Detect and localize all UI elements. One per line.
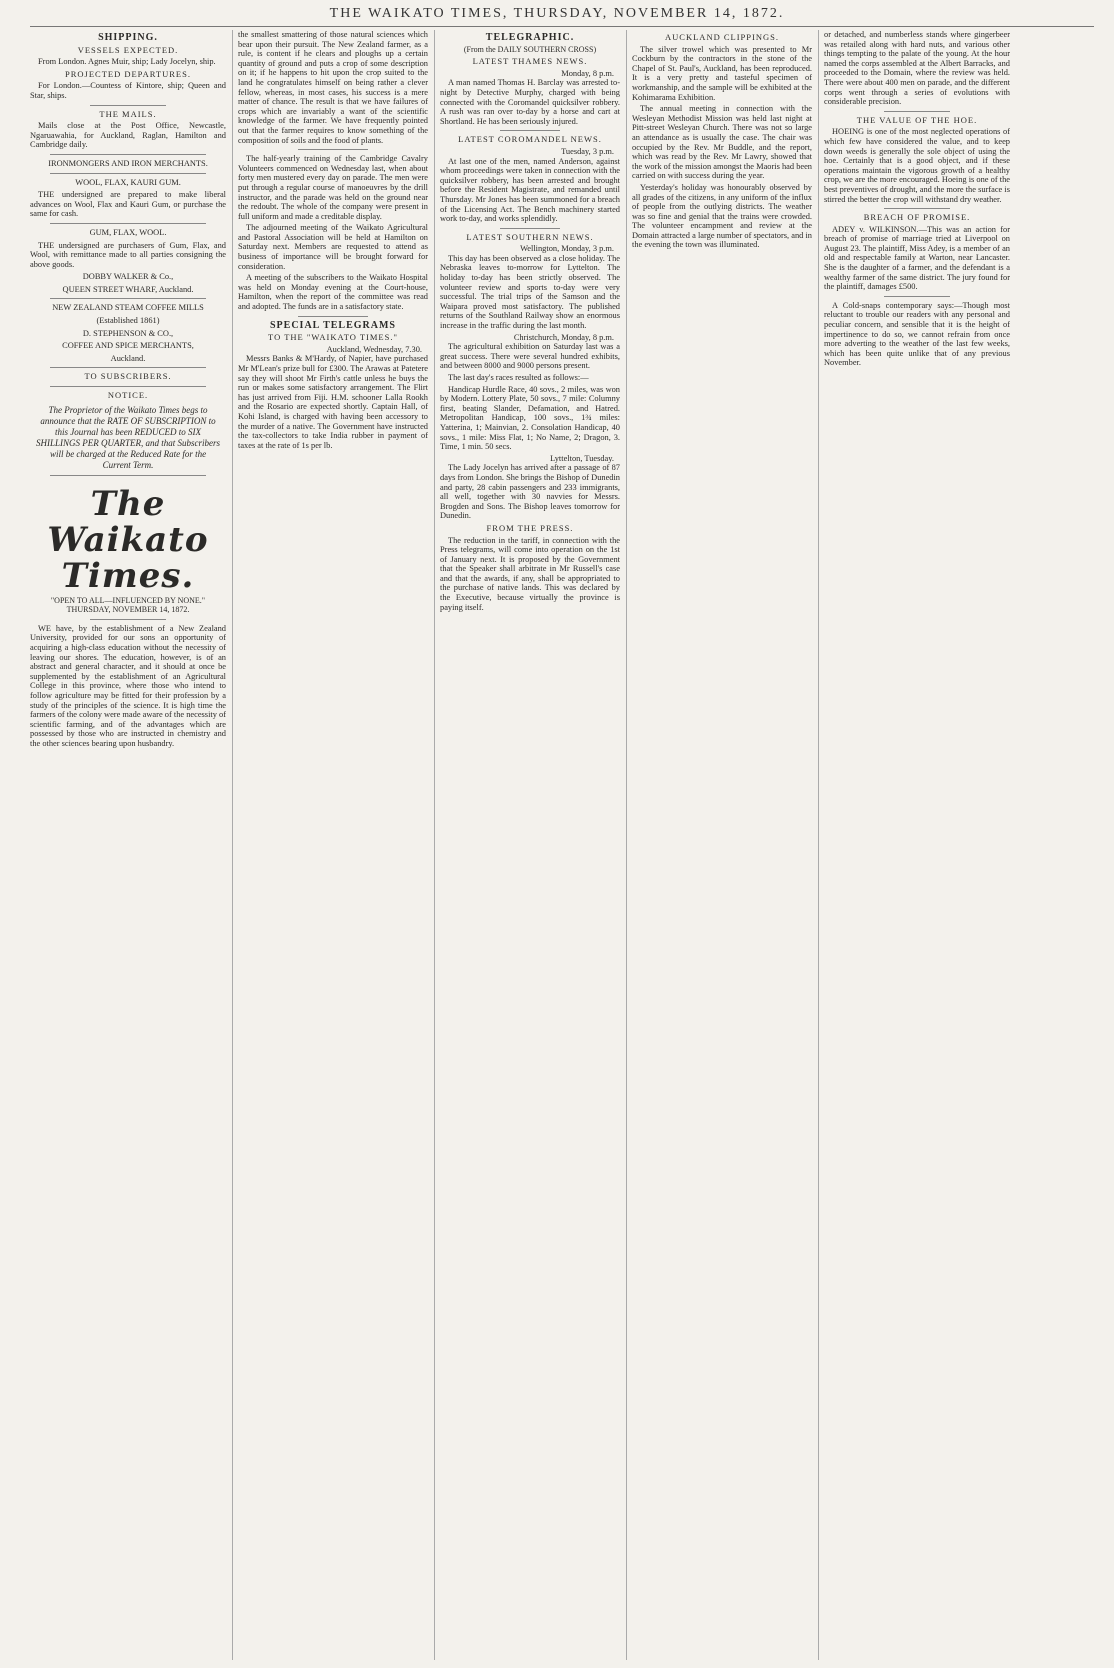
- coffee-established: (Established 1861): [96, 316, 160, 326]
- thames-text: A man named Thomas H. Barclay was arrested to-night by Detective Murphy, charged with being connected with the Coromandel quicksilver robbery. A rush was ran over to-day by a horse and cart at Shortland. He has been seriously injured.: [440, 78, 620, 126]
- dateline: Auckland, Wednesday, 7.30.: [326, 344, 422, 354]
- cold-snap-text: A Cold-snaps contemporary says:—Though most reluctant to trouble our readers with any personal and peculiar concern, and sensible that it is the height of impertinence to do so, we cannot refrain from once more adverting to the weather of the last few weeks, which has been quite unlike that of any previous November.: [824, 300, 1010, 368]
- dateline: Christchurch, Monday, 8 p.m.: [513, 332, 614, 342]
- divider: [50, 367, 206, 368]
- divider: [884, 208, 950, 209]
- shipping-heading: SHIPPING.: [98, 32, 158, 43]
- divider: [90, 105, 166, 106]
- divider: [50, 298, 206, 299]
- divider: [884, 111, 950, 112]
- news-paragraph: Yesterday's holiday was honourably observed by all grades of the citizens, in any uniform of the influx of people from the outlying districts. The weather was so fine and genial that the trains were crowded. The volunteer encampment and review at the Domain attracted a large number of spectators, and in the evening the town was illuminated.: [632, 182, 812, 250]
- departures-text: For London.—Countess of Kintore, ship; Queen and Star, ships.: [30, 81, 226, 100]
- mails-text: Mails close at the Post Office, Newcastle, Ngaruawahia, for Auckland, Raglan, Hamilton and Cambridge daily.: [30, 121, 226, 150]
- vessels-expected-heading: VESSELS EXPECTED.: [77, 44, 179, 55]
- lyttelton-text: The Lady Jocelyn has arrived after a passage of 87 days from London. She brings the Bishop of Dunedin and party, 28 cabin passengers and 233 immigrants, all well, together with 30 navvies for Messrs. Brogden and Sons. The Bishop leaves tomorrow for Dunedin.: [440, 463, 620, 521]
- gum-address: QUEEN STREET WHARF, Auckland.: [62, 284, 194, 294]
- southern-text: This day has been observed as a close holiday. The Nebraska leaves to-morrow for Lyttelton. The holiday to-day has been strictly observed. The volunteer review and sports to-day were very successful. The trial trips of the Samson and the Waipara proved most satisfactory. The published returns of the Southland Railway show an enormous increase in the traffic during the last month.: [440, 253, 620, 331]
- divider: [298, 149, 368, 150]
- telegraphic-source: (From the DAILY SOUTHERN CROSS): [463, 44, 597, 54]
- divider: [50, 475, 206, 476]
- departures-heading: PROJECTED DEPARTURES.: [65, 68, 191, 79]
- divider: [884, 296, 950, 297]
- masthead-rule: [30, 26, 1094, 27]
- subscribers-heading: TO SUBSCRIBERS.: [84, 371, 172, 382]
- auckland-clippings-heading: AUCKLAND CLIPPINGS.: [665, 32, 779, 42]
- editorial-text: WE have, by the establishment of a New Zealand University, provided for our sons an opportunity of acquiring a high-class education without the necessity of leaving our shores. The education, however, is of an abstract and general character, and it should at once be supplemented by the establishment of an Agricultural College in this province, where those who intend to follow agriculture may be fitted for their profession by a study of the principles of the science. It is high time the farmers of the colony were made aware of the necessity of scientific farming, and of the advantages which are possessed by those who are instructed in chemistry and the other sciences bearing upon husbandry.: [30, 623, 226, 748]
- gum-firm: DOBBY WALKER & Co.,: [82, 272, 174, 282]
- paper-motto: "OPEN TO ALL—INFLUENCED BY NONE.": [50, 595, 206, 605]
- column-4: [632, 30, 812, 1660]
- vessels-expected-text: From London. Agnes Muir, ship; Lady Jocelyn, ship.: [38, 57, 216, 67]
- news-paragraph: or detached, and numberless stands where gingerbeer was retailed along with hard nuts, and various other things tempting to the palate of the young. At the hour named the corps assembled at the Albert Barracks, and proceeded to the Domain, where the review was held. There were about 400 men on parade, and the different corps went through a series of evolutions with considerable precision.: [824, 30, 1010, 107]
- divider: [50, 173, 206, 174]
- press-heading: FROM THE PRESS.: [486, 522, 574, 533]
- column-5: [824, 30, 1010, 1660]
- breach-text: ADEY v. WILKINSON.—This was an action for breach of promise of marriage tried at Liverpool on August 23. The plaintiff, Miss Adey, is a member of an old and respectable family at Warton, near Lancaster. She is the daughter of a farmer, and the defendant is a wealthy farmer of the same district. The jury found for the plaintiff, damages £500.: [824, 224, 1010, 292]
- news-paragraph: The half-yearly training of the Cambridge Cavalry Volunteers commenced on Wednesday last, when about forty men mustered every day on parade. The men were put through a regular course of manoeuvres by the drill instructor, and the parade was held on the ground near the redoubt. The whole of the company were present in full uniform and made a creditable display.: [238, 154, 428, 221]
- editorial-continued: the smallest smattering of those natural sciences which bear upon their pursuit. The New Zealand farmer, as a rule, is content if he clears and ploughs up a certain quantity of ground and puts a crop of some description on it; if he happens to hit upon the crop suited to the land he congratulates himself on being rather a clever fellow, whereas, in most cases, his success is a mere matter of chance. The result is that we have failures of crops which are invariably a want of the scientific knowledge of the farmer. We have frequently pointed out that the farmer requires to know something of the composition of soils and the food of plants.: [238, 30, 428, 145]
- breach-heading: BREACH OF PROMISE.: [863, 212, 971, 223]
- column-1: [30, 30, 226, 1660]
- dateline: Tuesday, 3 p.m.: [561, 146, 614, 156]
- dateline: Wellington, Monday, 3 p.m.: [520, 244, 614, 254]
- divider: [500, 130, 560, 131]
- coromandel-heading: LATEST COROMANDEL NEWS.: [458, 134, 602, 145]
- gum-ad-text: THE undersigned are purchasers of Gum, Flax, and Wool, with remittance made to all parties consigning the above goods.: [30, 240, 226, 269]
- southern-heading: LATEST SOUTHERN NEWS.: [466, 231, 594, 242]
- divider: [298, 316, 368, 317]
- column-rule: [818, 30, 819, 1660]
- telegraphic-heading: TELEGRAPHIC.: [485, 32, 575, 43]
- gum-ad-heading: GUM, FLAX, WOOL.: [89, 227, 167, 237]
- notice-text: The Proprietor of the Waikato Times begs to announce that the RATE OF SUBSCRIPTION to this Journal has been REDUCED to SIX SHILLINGS PER QUARTER, and that Subscribers will be charged at the Reduced Rate for the Current Term.: [36, 404, 220, 470]
- christchurch-text: The agricultural exhibition on Saturday last was a great success. There were several hundred exhibits, and between 8000 and 9000 persons present.: [440, 342, 620, 371]
- special-telegrams-text: Messrs Banks & M'Hardy, of Napier, have purchased Mr M'Lean's prize bull for £300. The Arawas at Patetere say they will shoot Mr Firth's cattle unless he buys the run or makes some satisfactory arrangement. The Flirt has just arrived from Fiji. H.M. schooner Lalla Rookh and the Rosario are expected shortly. Captain Hall, of Kohi Island, is charged with having been accessory to the murder of a native. The Government have instructed the tax-collectors to take India rubber in payment of taxes at the rate of 1s per lb.: [238, 354, 428, 450]
- divider: [50, 223, 206, 224]
- coffee-ad-heading: NEW ZEALAND STEAM COFFEE MILLS: [52, 303, 204, 313]
- dateline: Monday, 8 p.m.: [561, 68, 614, 78]
- dateline: Lyttelton, Tuesday.: [550, 453, 614, 463]
- news-paragraph: The silver trowel which was presented to Mr Cockburn by the contractors in the stone of the Chapel of St. Paul's, Auckland, has been reproduced. It is a very pretty and tasteful specimen of workmanship, and the sample will be exhibited at the Kohimarama Exhibition.: [632, 44, 812, 102]
- races-intro: The last day's races resulted as follows:—: [448, 373, 589, 382]
- hoe-heading: THE VALUE OF THE HOE.: [856, 114, 978, 125]
- special-telegrams-subheading: TO THE "WAIKATO TIMES.": [268, 332, 398, 343]
- divider: [50, 154, 206, 155]
- masthead: THE WAIKATO TIMES, THURSDAY, NOVEMBER 14, 1872.: [329, 6, 785, 21]
- special-telegrams-heading: SPECIAL TELEGRAMS: [269, 319, 396, 331]
- notice-heading: NOTICE.: [107, 390, 149, 401]
- news-paragraph: A meeting of the subscribers to the Waikato Hospital was held on Monday evening at the Court-house, Hamilton, when the report of the committee was read and adopted. The funds are in a satisfactory state.: [238, 273, 428, 312]
- column-rule: [434, 30, 435, 1660]
- mails-heading: THE MAILS.: [99, 108, 157, 119]
- coffee-merchants: COFFEE AND SPICE MERCHANTS,: [62, 341, 194, 351]
- divider: [90, 619, 166, 620]
- race-results: Handicap Hurdle Race, 40 sovs., 2 miles, was won by Modern. Lottery Plate, 50 sovs., 7 mile: Columny first, beating Slander, Defamation, and Hatred. Metropolitan Handicap, 100 sovs., 1¾ miles: Yatterina, 1; Mainvian, 2. Consolation Handicap, 40 sovs., 1 mile: Miss Flat, 1; No Name, 2; Dragon, 3. Time, 1 min. 50 secs.: [440, 384, 620, 452]
- column-2: [238, 30, 428, 1660]
- news-paragraph: The adjourned meeting of the Waikato Agricultural and Pastoral Association will be held at Hamilton on Saturday next. Members are requested to attend as business of importance will be brought forward for consideration.: [238, 223, 428, 271]
- column-3: [440, 30, 620, 1660]
- coffee-firm: D. STEPHENSON & CO.,: [82, 328, 174, 338]
- wool-ad-text: THE undersigned are prepared to make liberal advances on Wool, Flax and Kauri Gum, or purchase the same for cash.: [30, 190, 226, 219]
- paper-date: THURSDAY, NOVEMBER 14, 1872.: [66, 605, 190, 615]
- column-rule: [626, 30, 627, 1660]
- hoe-text: HOEING is one of the most neglected operations of which few have considered the value, and to keep down weeds is generally the sole object of using the hoe. Certainly that is a good object, and if these operations maintain the vigorous growth of a healthy crop, we are the more encouraged. Hoeing is one of the best preventives of drought, and the more the surface is stirred the better the crop will withstand dry weather.: [824, 127, 1010, 204]
- column-rule: [232, 30, 233, 1660]
- press-text: The reduction in the tariff, in connection with the Press telegrams, will come into operation on the 1st of January next. It is proposed by the Government that the Speaker shall arbitrate in Mr Russell's case and that the awards, if any, shall be appropriated to the purchase of native lands. This was declared by the Executive, because virtually the province is paying itself.: [440, 535, 620, 612]
- coffee-address: Auckland.: [110, 353, 146, 363]
- divider: [500, 228, 560, 229]
- thames-heading: LATEST THAMES NEWS.: [472, 56, 588, 67]
- store-ad-heading: IRONMONGERS AND IRON MERCHANTS.: [48, 158, 208, 168]
- paper-nameplate: The Waikato Times.: [47, 483, 209, 596]
- divider: [50, 386, 206, 387]
- coromandel-text: At last one of the men, named Anderson, against whom proceedings were taken in connection with the quicksilver robbery, has been arrested and brought before the Resident Magistrate, and remanded until Thursday. Mr Jones has been summoned for a breach of the Licensing Act. The Bench machinery started work to-day, and works splendidly.: [440, 156, 620, 224]
- wool-ad-heading: WOOL, FLAX, KAURI GUM.: [75, 177, 181, 187]
- news-paragraph: The annual meeting in connection with the Wesleyan Methodist Mission was held last night at Pitt-street Wesleyan Church. There was not so large an attendance as is usually the case. The chair was occupied by the Rev. Mr Buddle, and the report, which was read by the Rev. Mr Lawry, showed that the work of the mission amongst the Maoris had been carried on with success during the year.: [632, 104, 812, 181]
